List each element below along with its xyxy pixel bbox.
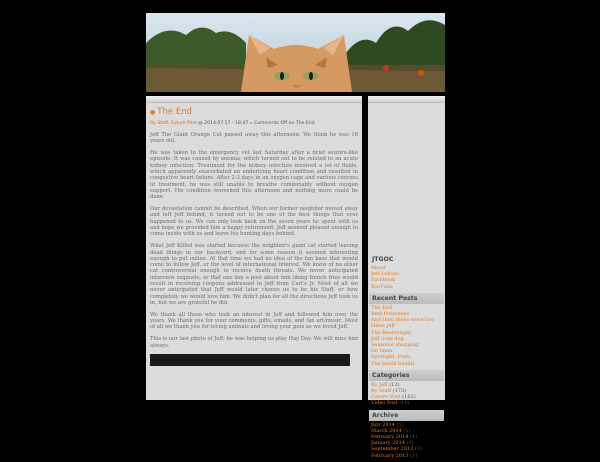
widget-list-recent-posts [368, 304, 445, 370]
widget-list-archive [368, 421, 445, 462]
post-paragraph: Jeff The Giant Orange Cat passed away this afternoon. We think he was 16 years old. [150, 132, 358, 145]
post-paragraph: He was taken to the emergency vet last Saturday after a brief seizure-like episode. It was caused by anemia, which turned out to be related to an acute kidney infection. Treatment for the kidney infection involved a lot of fluids, which apparently exacerbated an underlying heart condition and resulted in congestive heart failure. After 2-3 days in an oxygen cage and various courses of treatment, he was still unable to breathe comfortably without oxygen support. His condition worsened this afternoon and nothing more could be done. [150, 150, 358, 201]
bullet-icon: ● [150, 108, 156, 116]
post-title-text[interactable]: The End [157, 107, 192, 117]
sidebar-spacer [368, 103, 445, 255]
category-link[interactable]: By Staff [371, 388, 392, 395]
post-paragraph: This is our last photo of Jeff; he was helping us play Hay Day. We will miss him always. [150, 336, 358, 349]
archive-item [371, 453, 442, 459]
header-banner[interactable] [146, 13, 445, 92]
widget-title-archive: Archive [369, 410, 444, 421]
widget-title-recent-posts: Recent Posts [369, 293, 444, 304]
sidebar-topbar [368, 96, 445, 103]
archive-count: (1) [413, 446, 422, 453]
archive-link[interactable]: September 2013 [371, 446, 414, 453]
archive-link[interactable]: January 2014 [371, 440, 405, 447]
widget-list-categories [368, 381, 445, 410]
post-photo [150, 354, 350, 366]
post-column [146, 96, 362, 400]
post-paragraph: What Jeff Killed was started because the neighbor's giant cat started leaving dead things in our backyard, and for some reason it seemed interesting enough to put online. At that time we had no idea of the fan base that would come to follow Jeff, or the level of international interest. We know of no other cat controversial enough to receive death threats. We never anticipated interview requests, or that one day a post about him liking french fries would result in receiving coupons addressed to Jeff from Carl's Jr. Most of all we never anticipated that Jeff would later choose us to be his Staff, or how completely we would love him. We didn't plan for all the directions Jeff took us in, but we are grateful he did. [150, 243, 358, 306]
archive-count: (1) [408, 452, 418, 459]
recent-post-link[interactable]: And then there were two [371, 317, 435, 324]
sidebar [368, 96, 445, 459]
post-date: @ 2014.07.17 - 18:47 » [196, 121, 255, 126]
post-meta [150, 121, 358, 126]
post-paragraph: Our devastation cannot be described. When our former neighbor moved away and left Jeff behind, it turned out to be one of the best things that ever happened to us. We can only look back on the seven years he spent with us and hope we provided him a happy retirement. Jeff seemed pleased enough to come inside with us and leave his hunting days behind. [150, 206, 358, 238]
widget-title-categories: Categories [369, 370, 444, 381]
post-paragraph: We thank all those who took an interest in Jeff and followed him over the years. We thank you for your comments, gifts, emails, and fan art/music. Most of all we thank you for loving animals and loving your pets as we loved Jeff. [150, 311, 358, 331]
post-title[interactable] [150, 107, 358, 117]
archive-link[interactable]: February 2013 [371, 452, 409, 459]
category-count: (12) [387, 381, 400, 388]
recent-post-link[interactable]: Jeff licks dog [371, 335, 404, 342]
category-link[interactable]: By Jeff [371, 381, 388, 388]
recent-post-link[interactable]: The Bearranger [371, 329, 412, 336]
archive-link[interactable]: February 2014 [371, 434, 409, 441]
category-count: (173) [391, 388, 407, 395]
sidebar-link[interactable]: About [371, 265, 387, 271]
category-item [371, 400, 442, 406]
recent-post-link[interactable]: Best frenemies [371, 311, 410, 318]
archive-count: (1) [394, 421, 404, 428]
sidebar-link[interactable]: YouTube [371, 283, 393, 290]
post-author-link[interactable]: By Staff, Future Post [150, 121, 197, 126]
widget-title-jtgoc: JTGOC [372, 256, 394, 263]
widget-list-jtgoc [368, 264, 445, 293]
sidebar-link[interactable]: Jeff Lolcats [371, 271, 400, 278]
cat-photo [146, 13, 445, 92]
archive-count: (1) [404, 440, 414, 447]
archive-count: (1) [408, 434, 418, 441]
recent-post-link[interactable]: Seasonal shopping [371, 342, 419, 349]
post-body [150, 132, 358, 366]
category-count: (16) [397, 400, 410, 407]
recent-post-link[interactable]: The End [371, 304, 393, 311]
post-topbar [146, 96, 362, 103]
recent-post-link[interactable]: Hires Jeff [371, 323, 395, 330]
sidebar-link[interactable]: Facebook [371, 277, 396, 284]
archive-link[interactable]: July 2014 [371, 421, 395, 428]
recent-post-link[interactable]: Go team [371, 348, 393, 355]
category-count: (162) [400, 394, 416, 401]
category-link[interactable]: Future Post [371, 394, 401, 401]
recent-post-link[interactable]: The booth bandit [371, 360, 415, 367]
archive-link[interactable]: March 2014 [371, 427, 402, 434]
recent-post-link[interactable]: Spotlight: Posts [371, 354, 411, 361]
post-comments-link[interactable]: Comments Off on The End [254, 121, 315, 126]
category-link[interactable]: Video Post [371, 400, 398, 407]
archive-count: (1) [401, 427, 411, 434]
